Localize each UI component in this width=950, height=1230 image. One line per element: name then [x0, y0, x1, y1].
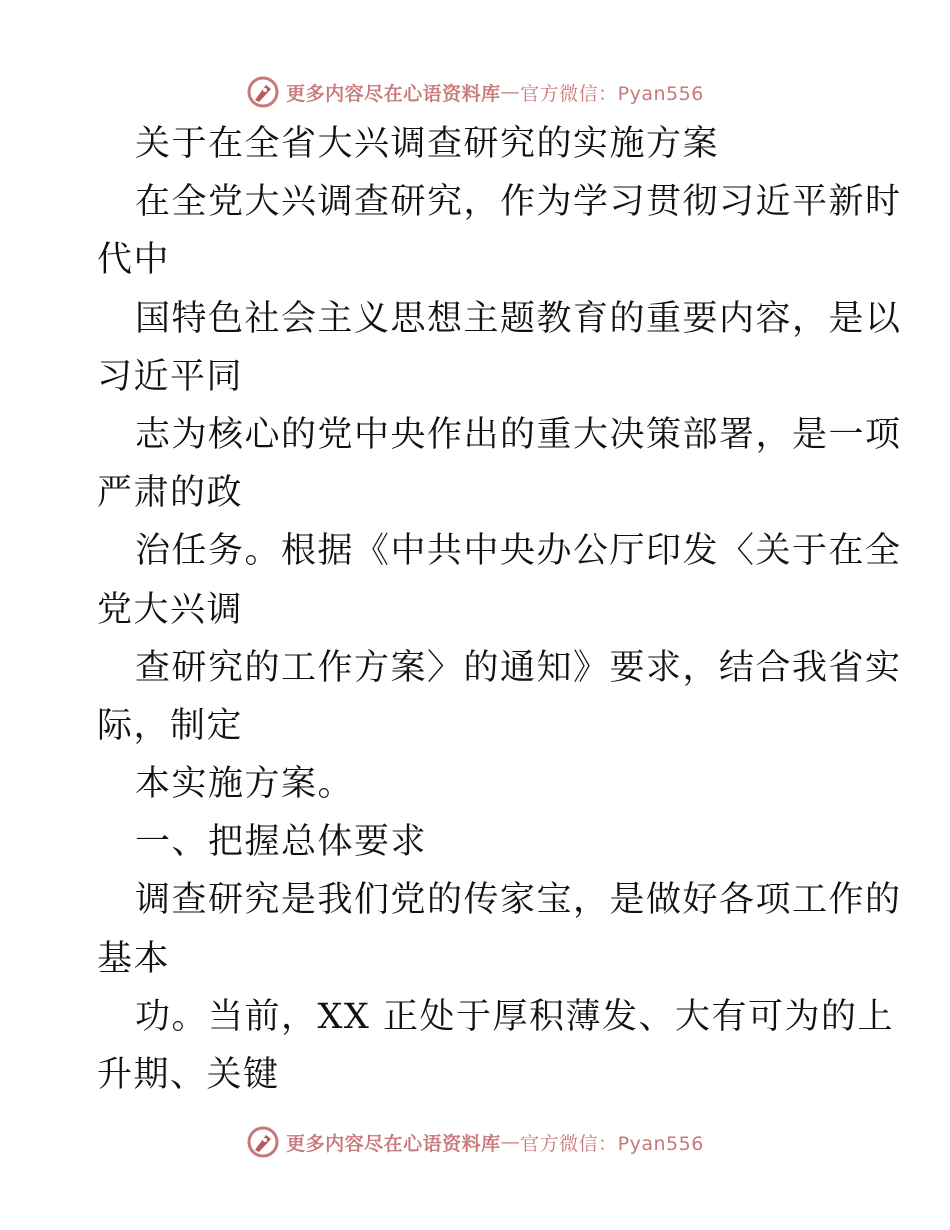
text-line: 严肃的政	[97, 473, 244, 514]
text-line: 本实施方案。	[135, 764, 355, 805]
watermark-contact: 官方微信：Pyan556	[520, 1132, 704, 1155]
text-line: 功。当前，XX 正处于厚积薄发、大有可为的上	[135, 996, 894, 1037]
text-line: 党大兴调	[97, 589, 244, 630]
text-line: 志为核心的党中央作出的重大决策部署，是一项	[135, 414, 902, 455]
text-line: 在全党大兴调查研究，作为学习贯彻习近平新时	[135, 182, 902, 223]
watermark-text: 更多内容尽在心语资料库	[286, 1132, 501, 1155]
pen-nib-icon	[246, 1125, 280, 1159]
text-line: 习近平同	[97, 356, 244, 397]
text-line: 调查研究是我们党的传家宝，是做好各项工作的	[135, 880, 902, 921]
text-line: 治任务。根据《中共中央办公厅印发〈关于在全	[135, 531, 902, 572]
footer-watermark	[0, 1122, 950, 1162]
section-heading: 一、把握总体要求	[135, 822, 428, 863]
watermark-text: 更多内容尽在心语资料库	[286, 82, 501, 105]
document-body	[97, 115, 902, 1104]
text-line: 升期、关键	[97, 1055, 280, 1095]
watermark-dash: —	[500, 81, 521, 103]
text-line: 国特色社会主义思想主题教育的重要内容，是以	[135, 298, 902, 339]
text-line: 查研究的工作方案〉的通知》要求，结合我省实	[135, 647, 902, 688]
header-watermark	[0, 72, 950, 112]
text-line: 际，制定	[97, 705, 244, 746]
document-title: 关于在全省大兴调查研究的实施方案	[135, 124, 720, 164]
watermark-contact: 官方微信：Pyan556	[520, 82, 704, 105]
text-line: 基本	[97, 938, 171, 979]
pen-nib-icon	[246, 75, 280, 109]
text-line: 代中	[97, 240, 171, 281]
watermark-dash: —	[500, 1131, 521, 1153]
